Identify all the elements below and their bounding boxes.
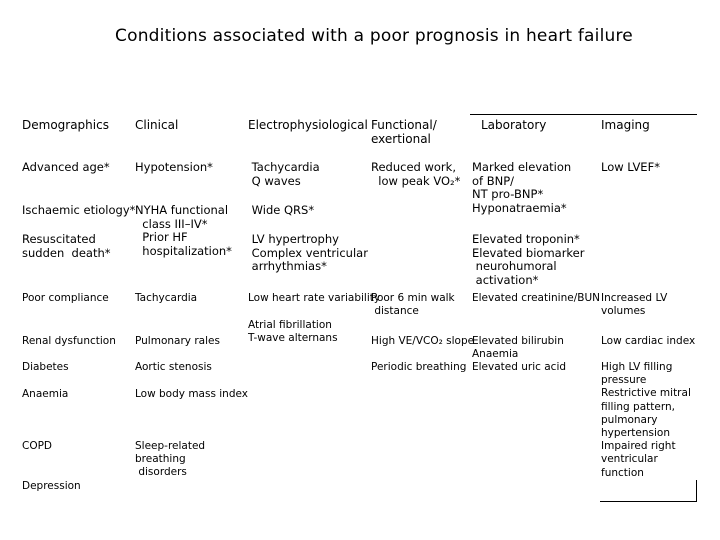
page-title: Conditions associated with a poor prognosis in heart failure bbox=[115, 26, 633, 46]
header-clinical: Clinical bbox=[135, 118, 179, 132]
clinical-pulmonary-rales: Pulmonary rales bbox=[135, 335, 220, 347]
clinical-nyha: NYHA functional class III–IV* Prior HF hospitalization* bbox=[135, 203, 232, 258]
header-demographics: Demographics bbox=[22, 118, 109, 132]
func-six-min-walk: Poor 6 min walk distance bbox=[371, 292, 455, 318]
img-low-cardiac-index: Low cardiac index bbox=[601, 335, 696, 347]
clinical-aortic-stenosis: Aortic stenosis bbox=[135, 361, 212, 373]
header-electrophysiological: Electrophysiological bbox=[248, 118, 368, 132]
clinical-hypotension: Hypotension* bbox=[135, 160, 213, 174]
lab-troponin: Elevated troponin* Elevated biomarker neurohumoral activation* bbox=[472, 232, 585, 287]
ep-lv-hypertrophy: LV hypertrophy Complex ventricular arrhythmias* bbox=[251, 232, 368, 273]
ep-atrial-fibrillation: Atrial fibrillation T-wave alternans bbox=[248, 319, 338, 345]
lab-uric-acid: Elevated uric acid bbox=[472, 361, 567, 373]
ep-low-hrv: Low heart rate variability bbox=[248, 292, 381, 304]
func-reduced-work: Reduced work, low peak VO₂* bbox=[371, 160, 461, 188]
demo-resuscitated: Resuscitated sudden death* bbox=[22, 232, 111, 260]
func-periodic-breathing: Periodic breathing bbox=[371, 361, 467, 373]
demo-anaemia: Anaemia bbox=[22, 388, 69, 400]
ep-wide-qrs: Wide QRS* bbox=[248, 203, 315, 217]
img-high-lv-filling: High LV filling pressure Restrictive mitral filling pattern, pulmonary hypertension Impaired right ventricular function bbox=[601, 361, 691, 479]
demo-advanced-age: Advanced age* bbox=[22, 160, 110, 174]
lab-marked-elevation: Marked elevation of BNP/ NT pro-BNP* Hyponatraemia* bbox=[472, 160, 572, 215]
func-ve-vco2: High VE/VCO₂ slope bbox=[371, 335, 475, 347]
clinical-low-bmi: Low body mass index bbox=[135, 388, 248, 400]
demo-ischaemic-etiology: Ischaemic etiology* bbox=[22, 203, 136, 217]
header-imaging: Imaging bbox=[601, 118, 650, 132]
ep-tachycardia-q-waves: Tachycardia Q waves bbox=[251, 160, 320, 188]
lab-creatinine: Elevated creatinine/BUN bbox=[472, 292, 600, 304]
demo-renal-dysfunction: Renal dysfunction bbox=[22, 335, 116, 347]
table-bracket bbox=[600, 480, 697, 502]
img-increased-lv: Increased LV volumes bbox=[601, 292, 668, 318]
clinical-sleep-disorders: Sleep-related breathing disorders bbox=[135, 440, 206, 479]
header-laboratory: Laboratory bbox=[481, 118, 547, 132]
lab-bilirubin: Elevated bilirubin Anaemia bbox=[472, 335, 564, 361]
demo-depression: Depression bbox=[22, 480, 81, 492]
img-low-lvef: Low LVEF* bbox=[601, 160, 660, 174]
demo-poor-compliance: Poor compliance bbox=[22, 292, 109, 304]
header-rule bbox=[470, 114, 697, 115]
demo-diabetes: Diabetes bbox=[22, 361, 69, 373]
demo-copd: COPD bbox=[22, 440, 53, 452]
clinical-tachycardia: Tachycardia bbox=[135, 292, 198, 304]
header-functional: Functional/ exertional bbox=[371, 118, 437, 146]
